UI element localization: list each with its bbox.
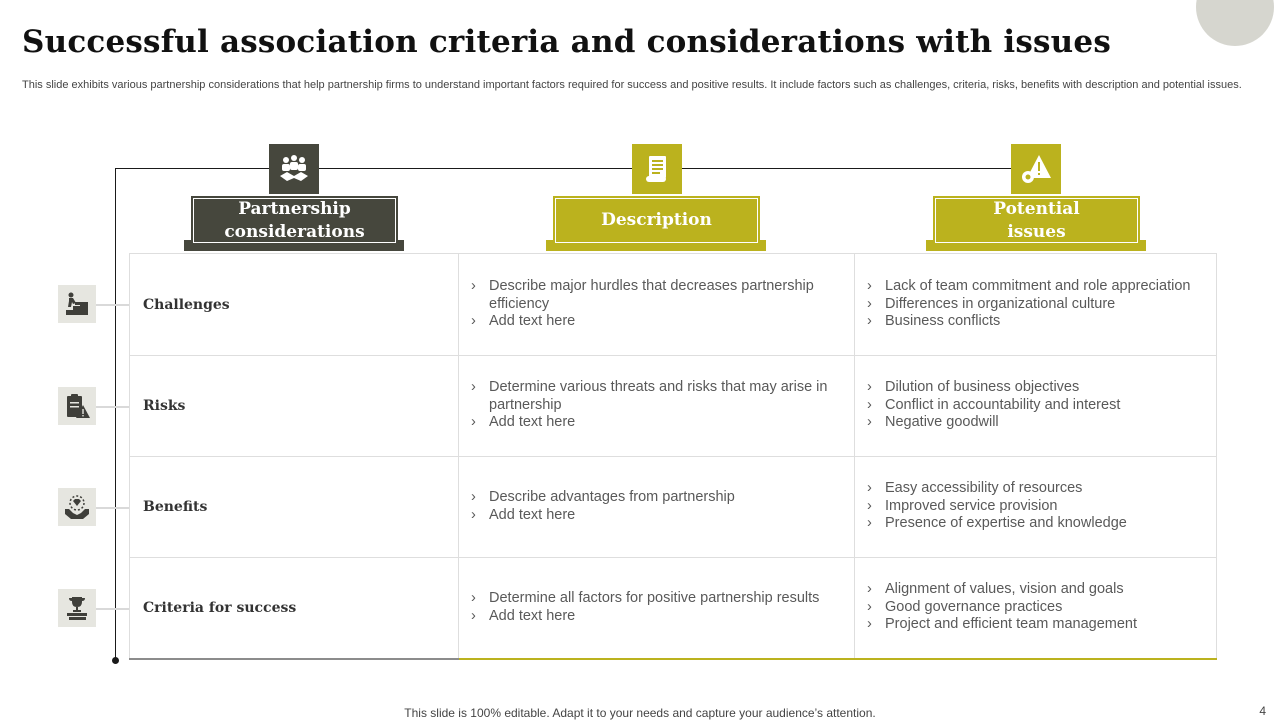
description-cell xyxy=(458,557,855,658)
table-bottom-border xyxy=(129,658,459,660)
row-label: Criteria for success xyxy=(143,599,297,616)
description-bullet: › Describe major hurdles that decreases partnership efficiency xyxy=(471,278,833,313)
table-row xyxy=(129,355,1217,457)
vertical-connector xyxy=(115,168,116,661)
issue-bullet: › Business conflicts xyxy=(867,313,1194,331)
description-bullet: › Add text here xyxy=(471,414,833,432)
row-label: Benefits xyxy=(143,498,208,515)
description-cell xyxy=(458,355,855,456)
page-title: Successful association criteria and considerations with issues xyxy=(22,24,1111,60)
hurdle-climb-icon xyxy=(58,285,96,323)
table-bottom-border-accent xyxy=(459,658,1217,660)
row-connector xyxy=(96,406,129,408)
description-bullet: › Determine all factors for positive partnership results xyxy=(471,590,833,608)
issue-bullet: › Differences in organizational culture xyxy=(867,296,1194,314)
document-scroll-icon xyxy=(632,144,682,194)
table-row xyxy=(129,456,1217,558)
header-potential-issues: Potential issues xyxy=(933,196,1140,245)
description-cell xyxy=(458,456,855,557)
issue-bullet: › Alignment of values, vision and goals xyxy=(867,581,1194,599)
issue-bullet: › Conflict in accountability and interest xyxy=(867,397,1194,415)
page-number: 4 xyxy=(1259,704,1266,718)
warning-gear-icon xyxy=(1011,144,1061,194)
description-bullet: › Add text here xyxy=(471,313,833,331)
description-bullet: › Add text here xyxy=(471,608,833,626)
row-label-cell xyxy=(129,557,459,658)
row-label-cell xyxy=(129,456,459,557)
header-description: Description xyxy=(553,196,760,245)
issue-bullet: › Presence of expertise and knowledge xyxy=(867,515,1194,533)
connector-line xyxy=(318,168,632,169)
trophy-books-icon xyxy=(58,589,96,627)
issue-bullet: › Lack of team commitment and role appreciation xyxy=(867,278,1194,296)
row-connector xyxy=(96,608,129,610)
page-subtitle: This slide exhibits various partnership considerations that help partnership firms to understand important factors required for success and positive results. It include factors such as challenges, criteria, risks, benefits with description and potential issues. xyxy=(22,79,1242,91)
connector-dot xyxy=(112,657,119,664)
row-connector xyxy=(96,304,129,306)
description-bullet: › Describe advantages from partnership xyxy=(471,489,833,507)
table-row xyxy=(129,557,1217,658)
row-label: Risks xyxy=(143,397,186,414)
issue-bullet: › Negative goodwill xyxy=(867,414,1194,432)
decorative-circle xyxy=(1196,0,1274,46)
row-connector xyxy=(96,507,129,509)
issue-bullet: › Easy accessibility of resources xyxy=(867,480,1194,498)
handshake-team-icon xyxy=(269,144,319,194)
issues-cell xyxy=(854,355,1217,456)
issue-bullet: › Dilution of business objectives xyxy=(867,379,1194,397)
connector-line xyxy=(681,168,1011,169)
row-label: Challenges xyxy=(143,296,230,313)
issues-cell xyxy=(854,456,1217,557)
description-bullet: › Determine various threats and risks that may arise in partnership xyxy=(471,379,833,414)
issues-cell xyxy=(854,557,1217,658)
issue-bullet: › Improved service provision xyxy=(867,498,1194,516)
row-label-cell xyxy=(129,355,459,456)
issue-bullet: › Project and efficient team management xyxy=(867,616,1194,634)
issue-bullet: › Good governance practices xyxy=(867,599,1194,617)
table-row xyxy=(129,254,1217,356)
considerations-table xyxy=(129,253,1217,660)
row-label-cell xyxy=(129,254,459,355)
footer-note: This slide is 100% editable. Adapt it to your needs and capture your audience’s attention. xyxy=(404,706,876,720)
diamond-hands-icon xyxy=(58,488,96,526)
risk-clipboard-icon xyxy=(58,387,96,425)
connector-line xyxy=(115,168,270,169)
description-cell xyxy=(458,254,855,355)
header-partnership-considerations: Partnership considerations xyxy=(191,196,398,245)
issues-cell xyxy=(854,254,1217,355)
description-bullet: › Add text here xyxy=(471,507,833,525)
